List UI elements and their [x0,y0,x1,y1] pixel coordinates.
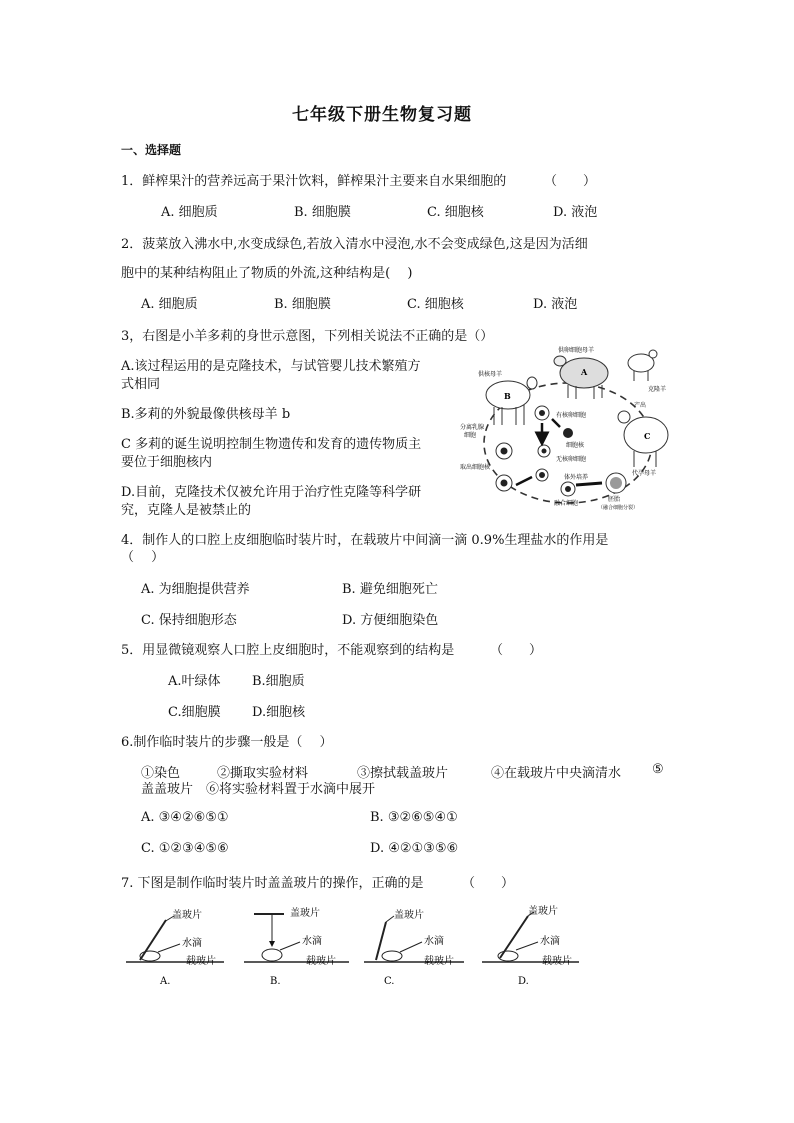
panel-a [126,908,224,987]
q3-option-c-line1: C 多莉的诞生说明控制生物遗传和发育的遗传物质主 [121,437,422,452]
panel-c-label-drop: 水滴 [424,936,444,947]
q3-option-a-line2: 式相同 [121,377,161,392]
question-3-stem: 3，右图是小羊多莉的身世示意图，下列相关说法不正确的是（） [121,329,494,344]
label-egg-nucleus: 有核卵细胞 [556,412,587,419]
q5-option-a: A.叶绿体 [168,674,221,689]
panel-b-caption: B. [270,976,281,987]
q1-option-b: B. 细胞膜 [294,205,351,220]
panel-d-label-drop: 水滴 [540,936,560,947]
label-embryo: 胚胎 [608,496,621,503]
q6-step-1: ①染色 [141,766,181,781]
q2-option-a: A. 细胞质 [141,297,198,312]
panel-b-label-slide: 载玻片 [306,956,336,967]
label-enucleated-egg: 无核卵细胞 [556,456,587,463]
sheep-a-icon [554,356,608,399]
section-heading: 一、选择题 [121,143,182,157]
panel-c-label-slide: 载玻片 [424,956,454,967]
panel-a-label-cover: 盖玻片 [172,910,202,921]
question-2-line2: 胞中的某种结构阻止了物质的外流,这种结构是( ) [121,266,413,281]
q5-option-c: C.细胞膜 [168,705,221,720]
sheep-c-icon [618,411,668,467]
question-6-stem: 6.制作临时装片的步骤一般是（ ） [121,735,333,750]
panel-a-label-drop: 水滴 [182,938,202,949]
q3-option-c-line2: 要位于细胞核内 [121,455,213,470]
q4-option-d: D. 方便细胞染色 [342,613,439,628]
q6-option-d: D. ④②①③⑤⑥ [370,841,459,856]
q6-option-b: B. ③②⑥⑤④① [370,810,458,825]
q2-option-d: D. 液泡 [533,297,578,312]
q1-option-d: D. 液泡 [553,205,598,220]
panel-a-label-slide: 载玻片 [186,956,216,967]
q1-option-a: A. 细胞质 [161,205,218,220]
label-nucleus: 细胞核 [566,442,585,449]
question-4-line2: （ ） [121,550,165,565]
panel-d-label-slide: 载玻片 [542,956,572,967]
question-4-line1: 4．制作人的口腔上皮细胞临时装片时，在载玻片中间滴一滴 0.9%生理盐水的作用是 [121,533,609,548]
question-7-stem: 7. 下图是制作临时装片时盖盖玻片的操作，正确的是 [121,876,424,891]
question-2-line1: 2．菠菜放入沸水中,水变成绿色,若放入清水中浸泡,水不会变成绿色,这是因为活细 [121,237,588,252]
q6-step-3: ③擦拭载盖玻片 [357,766,449,781]
q6-step-2: ②撕取实验材料 [217,766,309,781]
q5-option-b: B.细胞质 [252,674,305,689]
panel-b-label-drop: 水滴 [302,936,322,947]
clone-sheep-icon [628,350,657,381]
panel-c [364,908,464,987]
label-sep-mammary: 分离乳腺 [460,424,485,431]
page-title: 七年级下册生物复习题 [292,105,472,125]
label-donor-egg: 供卵细胞母羊 [558,347,595,354]
label-extract-nucleus: 取出细胞核 [460,464,491,471]
question-1-stem: 1．鲜榨果汁的营养远高于果汁饮料，鲜榨果汁主要来自水果细胞的 [121,174,507,189]
panel-b-label-cover: 盖玻片 [290,908,320,919]
question-5-blank: （ ） [490,643,543,658]
q3-option-b: B.多莉的外貌最像供核母羊 b [121,407,291,422]
label-donor-nucleus: 供核母羊 [478,371,503,378]
label-birth: 产出 [634,402,647,409]
q5-option-d: D.细胞核 [252,705,306,720]
panel-a-caption: A. [160,976,171,987]
label-fused-cell: 融合细胞 [554,500,579,507]
q4-option-a: A. 为细胞提供营养 [141,582,250,597]
panel-c-label-cover: 盖玻片 [394,910,424,921]
label-external-culture: 体外培养 [564,474,589,481]
label-a: A [581,367,588,377]
label-surrogate: 代孕母羊 [632,470,657,477]
label-dolly: 克隆羊 [648,386,667,393]
panel-d-label-cover: 盖玻片 [528,906,558,917]
q6-step-4: ④在载玻片中央滴清水 [491,766,622,781]
cover-slip-figure [124,902,584,994]
question-1-blank: （ ） [544,174,597,189]
question-5-stem: 5．用显微镜观察人口腔上皮细胞时，不能观察到的结构是 [121,643,455,658]
label-cells: 细胞 [464,432,477,439]
panel-c-caption: C. [384,976,395,987]
q1-option-c: C. 细胞核 [427,205,484,220]
panel-d [482,904,579,987]
q3-option-a-line1: A.该过程运用的是克隆技术，与试管婴儿技术繁殖方 [121,359,421,374]
q6-steps-line2: 盖盖玻片 ⑥将实验材料置于水滴中展开 [141,782,376,797]
sheep-b-icon [486,377,537,425]
label-b: B [504,391,511,401]
label-embryo-sub: （融合细胞分裂） [598,505,639,511]
panel-d-caption: D. [518,976,529,987]
question-7-blank: （ ） [462,876,515,891]
q3-option-d-line1: D.目前，克隆技术仅被允许用于治疗性克隆等科学研 [121,485,422,500]
q6-option-a: A. ③④②⑥⑤① [141,810,229,825]
q3-option-d-line2: 究，克隆人是被禁止的 [121,503,252,518]
label-c: C [644,431,651,441]
panel-b [244,906,349,987]
q6-step-5-marker: ⑤ [652,762,664,777]
q4-option-b: B. 避免细胞死亡 [342,582,438,597]
q4-option-c: C. 保持细胞形态 [141,613,237,628]
q6-option-c: C. ①②③④⑤⑥ [141,841,229,856]
q2-option-c: C. 细胞核 [407,297,464,312]
q2-option-b: B. 细胞膜 [274,297,331,312]
dolly-cloning-diagram [456,343,681,518]
